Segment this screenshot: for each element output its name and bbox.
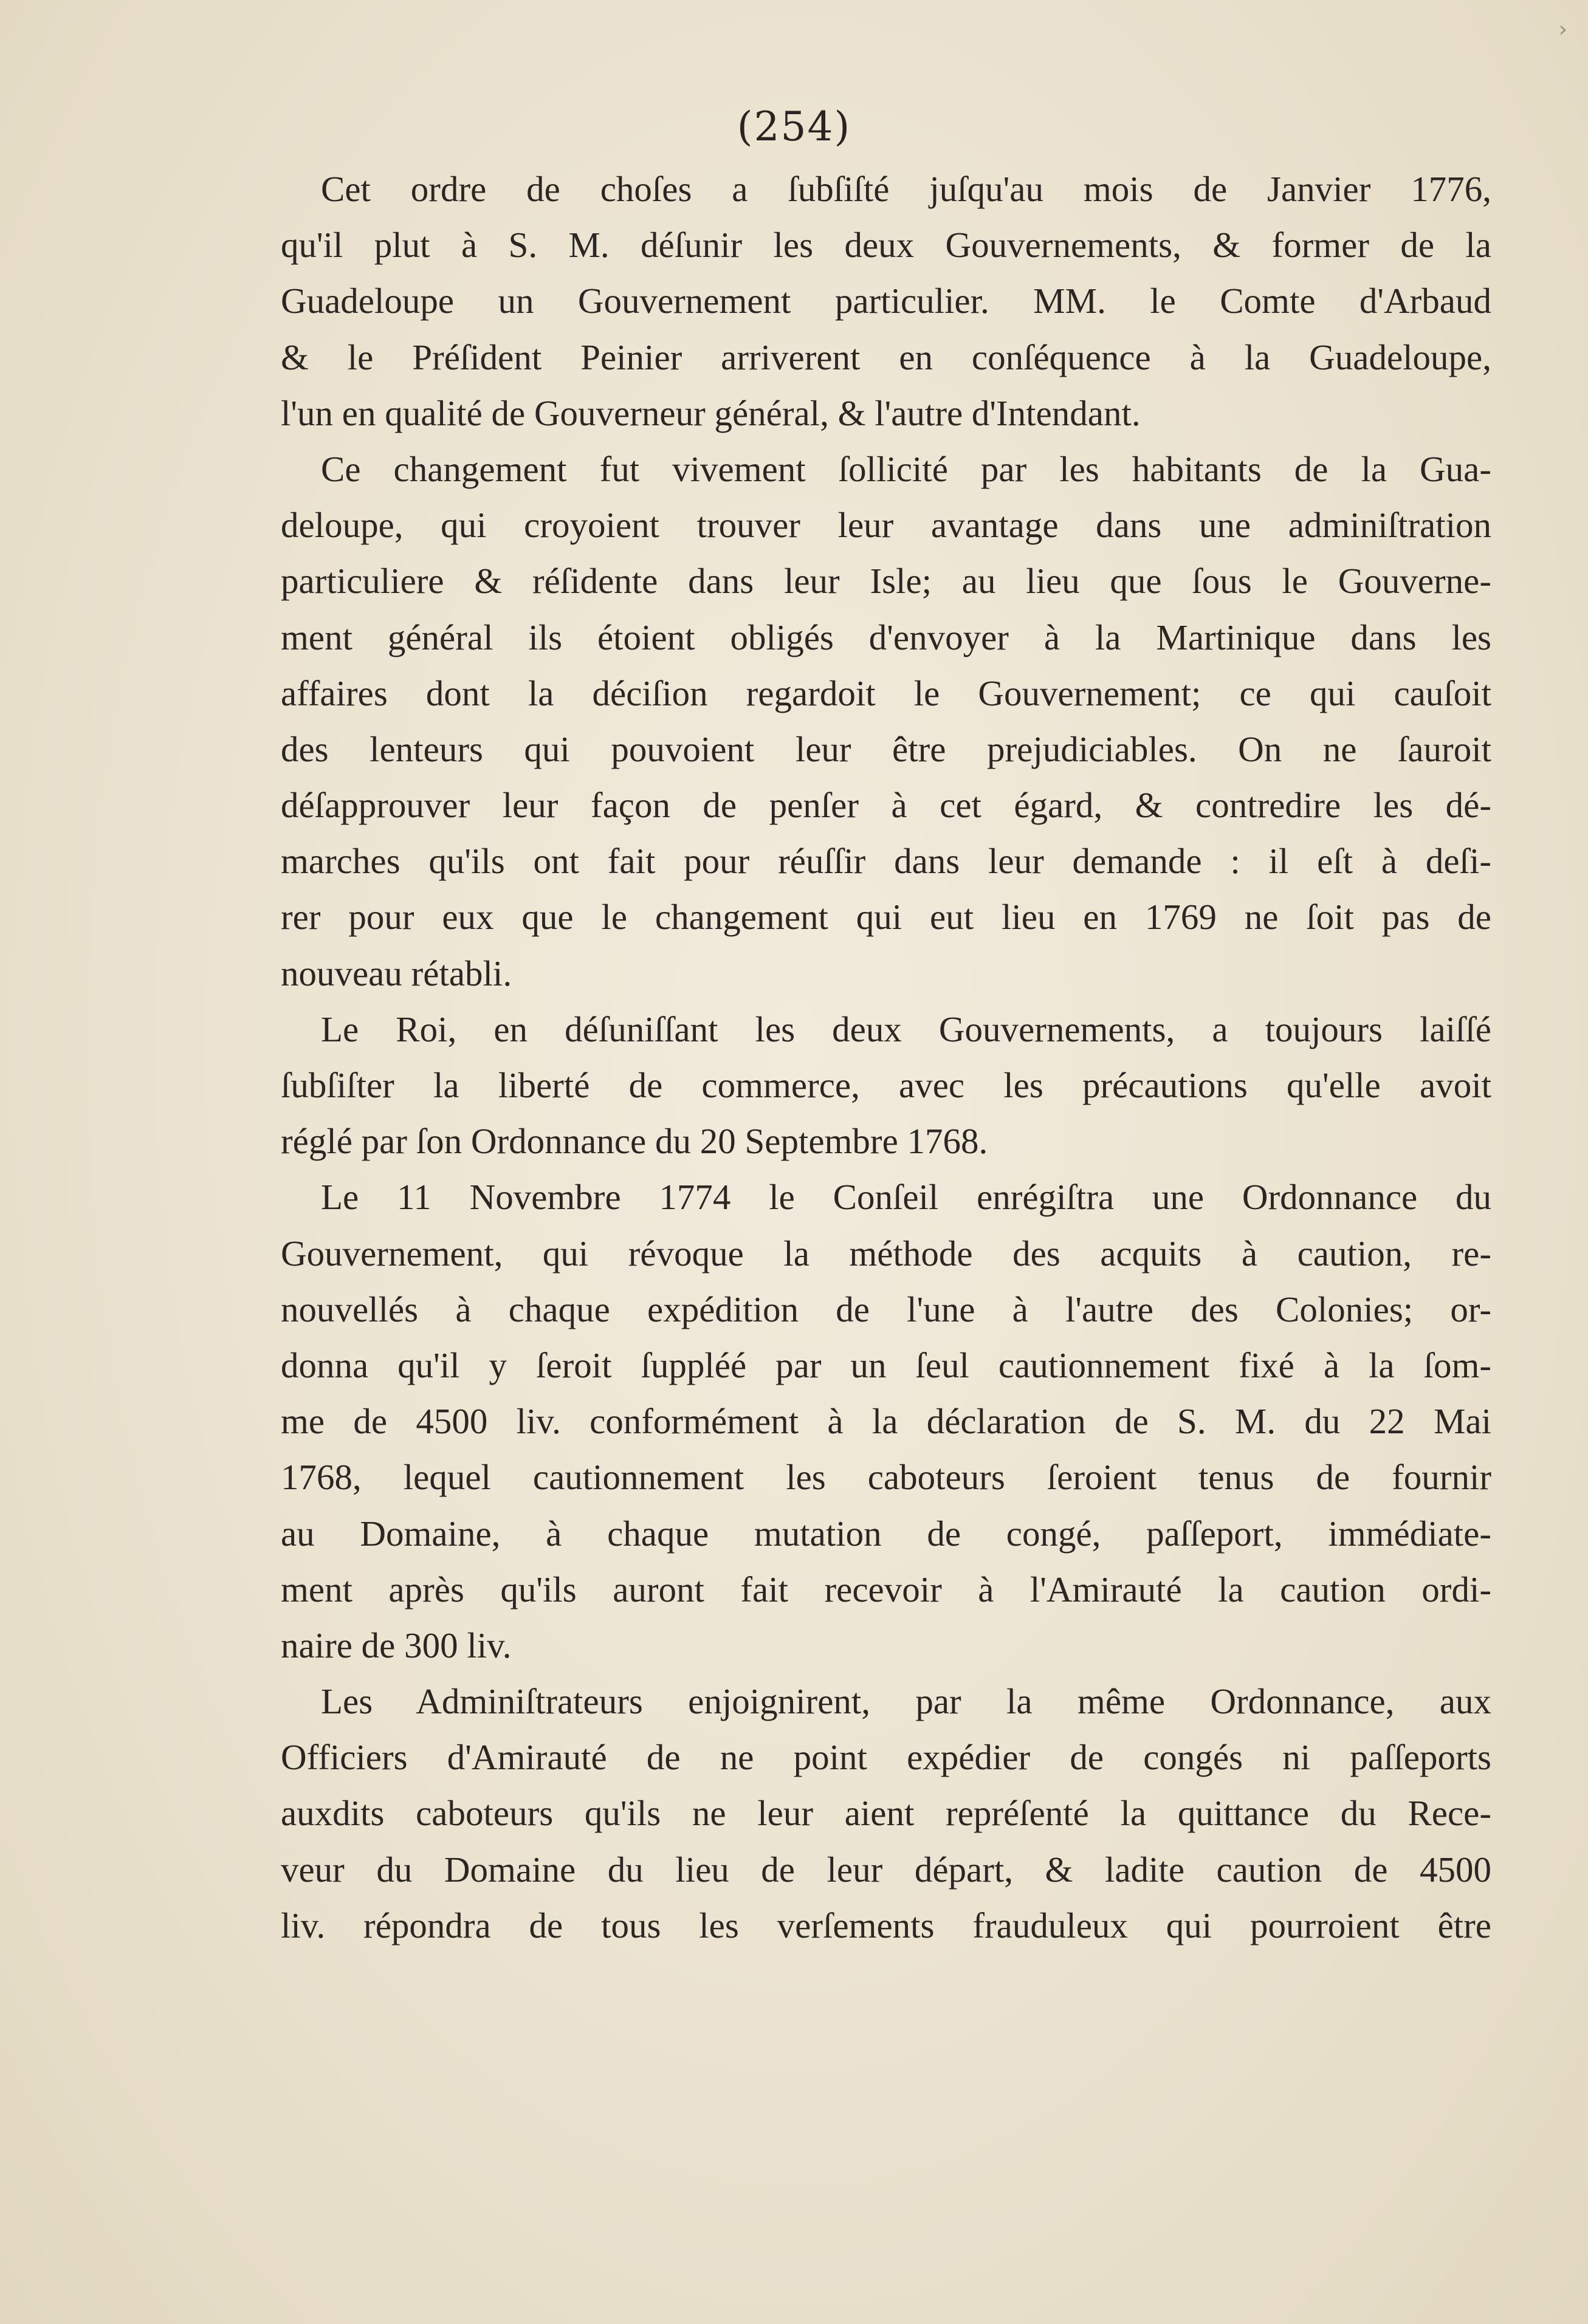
text-line: ment général ils étoient obligés d'envoyer à la Martinique dans les [281, 617, 1491, 657]
text-line: Officiers d'Amirauté de ne point expédier de congés ni paſſeports [281, 1737, 1491, 1778]
text-line: me de 4500 liv. conformément à la déclaration de S. M. du 22 Mai [281, 1401, 1491, 1442]
text-line: nouveau rétabli. [281, 953, 512, 993]
text-line: déſapprouver leur façon de penſer à cet égard, & contredire les dé- [281, 785, 1491, 826]
paragraph-3 [281, 1001, 1491, 1170]
text-line: réglé par ſon Ordonnance du 20 Septembre 1768. [281, 1121, 988, 1162]
text-line: Cet ordre de choſes a ſubſiſté juſqu'au mois de Janvier 1776, [321, 169, 1491, 209]
text-line: Le 11 Novembre 1774 le Conſeil enrégiſtra une Ordonnance du [321, 1177, 1491, 1218]
text-line: au Domaine, à chaque mutation de congé, paſſeport, immédiate- [281, 1513, 1491, 1554]
text-line: auxdits caboteurs qu'ils ne leur aient repréſenté la quittance du Rece- [281, 1793, 1491, 1834]
text-line: Ce changement fut vivement ſollicité par les habitants de la Gua- [321, 448, 1491, 489]
text-line: donna qu'il y ſeroit ſuppléé par un ſeul cautionnement fixé à la ſom- [281, 1345, 1491, 1385]
text-line: particuliere & réſidente dans leur Isle; au lieu que ſous le Gouverne- [281, 561, 1491, 602]
text-line: 1768, lequel cautionnement les caboteurs ſeroient tenus de fournir [281, 1457, 1491, 1498]
text-line: ment après qu'ils auront fait recevoir à l'Amirauté la caution ordi- [281, 1569, 1491, 1609]
text-line: Le Roi, en déſuniſſant les deux Gouvernements, a toujours laiſſé [321, 1009, 1491, 1049]
text-line: affaires dont la déciſion regardoit le Gouvernement; ce qui cauſoit [281, 673, 1491, 713]
text-line: deloupe, qui croyoient trouver leur avantage dans une adminiſtration [281, 505, 1491, 546]
text-line: veur du Domaine du lieu de leur départ, & ladite caution de 4500 [281, 1849, 1491, 1890]
corner-mark: › [1558, 17, 1567, 42]
text-line: naire de 300 liv. [281, 1625, 512, 1665]
paragraph-4 [281, 1169, 1491, 1673]
text-line: qu'il plut à S. M. déſunir les deux Gouvernements, & former de la [281, 225, 1491, 266]
paragraph-2 [281, 441, 1491, 1001]
text-line: des lenteurs qui pouvoient leur être prejudiciables. On ne ſauroit [281, 728, 1491, 769]
paragraph-5 [281, 1673, 1491, 1953]
text-line: ſubſiſter la liberté de commerce, avec les précautions qu'elle avoit [281, 1065, 1491, 1105]
body-text [281, 161, 1491, 1953]
page-number: (254) [737, 103, 851, 150]
text-line: marches qu'ils ont fait pour réuſſir dans leur demande : il eſt à deſi- [281, 841, 1491, 882]
text-line: rer pour eux que le changement qui eut lieu en 1769 ne ſoit pas de [281, 897, 1491, 937]
paragraph-1 [281, 161, 1491, 441]
text-line: Les Adminiſtrateurs enjoignirent, par la même Ordonnance, aux [321, 1681, 1491, 1722]
text-line: Guadeloupe un Gouvernement particulier. MM. le Comte d'Arbaud [281, 281, 1491, 321]
text-line: nouvellés à chaque expédition de l'une à l'autre des Colonies; or- [281, 1289, 1491, 1329]
text-line: Gouvernement, qui révoque la méthode des acquits à caution, re- [281, 1233, 1491, 1273]
text-line: & le Préſident Peinier arriverent en conſéquence à la Guadeloupe, [281, 337, 1491, 377]
text-line: liv. répondra de tous les verſements frauduleux qui pourroient être [281, 1905, 1491, 1945]
text-line: l'un en qualité de Gouverneur général, & l'autre d'Intendant. [281, 392, 1141, 433]
